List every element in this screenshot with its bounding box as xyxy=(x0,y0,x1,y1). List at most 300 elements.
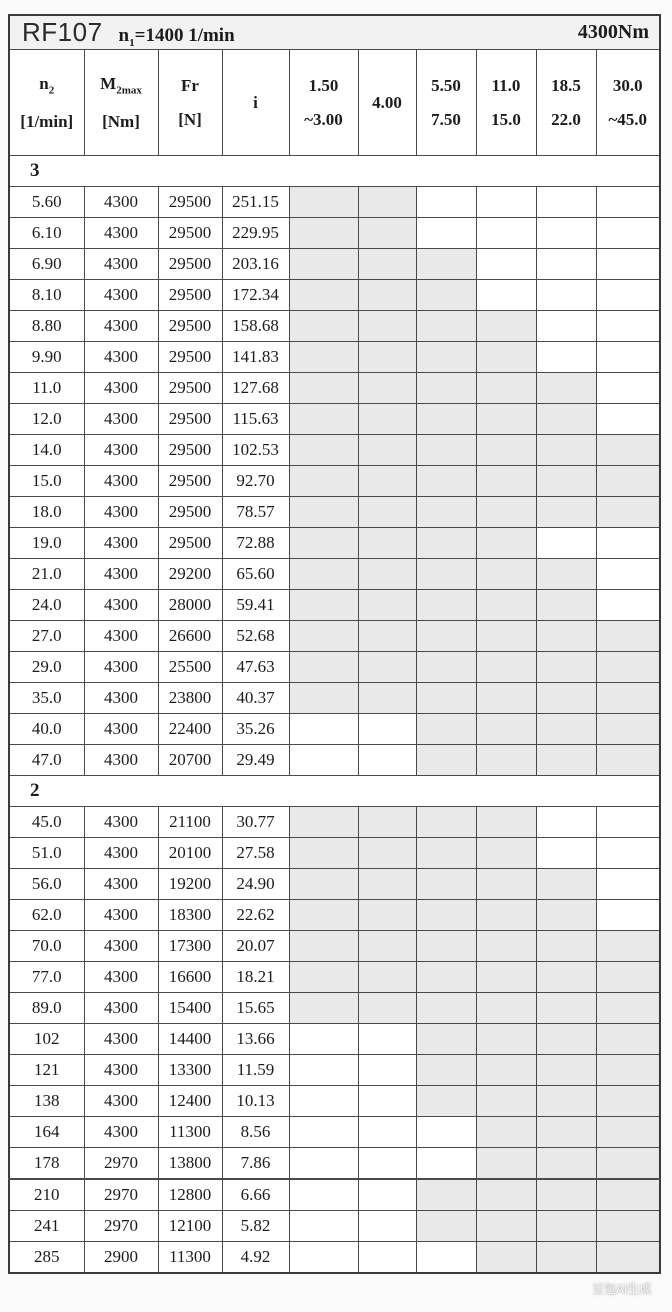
ratio-cell xyxy=(358,1211,416,1242)
cell-fr: 13300 xyxy=(158,1055,222,1086)
ratio-cell xyxy=(536,218,596,249)
ratio-cell xyxy=(536,807,596,838)
table-body xyxy=(9,156,660,1274)
ratio-cell-shaded xyxy=(358,559,416,590)
ratio-cell xyxy=(596,590,660,621)
cell-n2: 56.0 xyxy=(9,869,84,900)
ratio-cell-shaded xyxy=(358,900,416,931)
cell-n2: 29.0 xyxy=(9,652,84,683)
ratio-cell-shaded xyxy=(416,745,476,776)
ratio-cell-shaded xyxy=(476,621,536,652)
column-header-fr: Fr [N] xyxy=(158,50,222,156)
cell-fr: 12400 xyxy=(158,1086,222,1117)
column-header-n2: $n_2$ [1/min] xyxy=(9,50,84,156)
cell-n2: 21.0 xyxy=(9,559,84,590)
cell-m2max: 4300 xyxy=(84,993,158,1024)
ratio-cell-shaded xyxy=(596,652,660,683)
cell-fr: 29500 xyxy=(158,466,222,497)
column-header-ratio-5: 18.5 22.0 xyxy=(536,50,596,156)
cell-fr: 29500 xyxy=(158,311,222,342)
model-label: RF107 xyxy=(22,16,103,47)
ratio-cell-shaded xyxy=(536,1242,596,1274)
cell-fr: 11300 xyxy=(158,1117,222,1148)
ratio-cell-shaded xyxy=(358,993,416,1024)
ratio-cell-shaded xyxy=(536,559,596,590)
ratio-cell-shaded xyxy=(416,466,476,497)
ratio-cell-shaded xyxy=(358,590,416,621)
table-row xyxy=(9,342,660,373)
ratio-cell-shaded xyxy=(358,311,416,342)
table-row xyxy=(9,1148,660,1180)
ratio-cell-shaded xyxy=(289,435,358,466)
ratio-cell xyxy=(536,311,596,342)
ratio-cell-shaded xyxy=(536,1024,596,1055)
table-row xyxy=(9,1117,660,1148)
cell-n2: 27.0 xyxy=(9,621,84,652)
cell-i: 18.21 xyxy=(222,962,289,993)
ratio-cell xyxy=(289,714,358,745)
cell-fr: 21100 xyxy=(158,807,222,838)
ratio-cell-shaded xyxy=(416,1086,476,1117)
ratio-cell-shaded xyxy=(358,342,416,373)
ratio-cell-shaded xyxy=(289,621,358,652)
ratio-cell xyxy=(358,1117,416,1148)
cell-i: 52.68 xyxy=(222,621,289,652)
ratio-cell-shaded xyxy=(289,311,358,342)
cell-fr: 29500 xyxy=(158,218,222,249)
cell-fr: 25500 xyxy=(158,652,222,683)
ratio-cell-shaded xyxy=(536,683,596,714)
ratio-cell-shaded xyxy=(416,714,476,745)
ratio-cell-shaded xyxy=(289,838,358,869)
max-torque-label: 4300Nm xyxy=(577,21,649,43)
table-row xyxy=(9,621,660,652)
ratio-cell-shaded xyxy=(476,311,536,342)
table-row xyxy=(9,1211,660,1242)
cell-i: 30.77 xyxy=(222,807,289,838)
cell-m2max: 4300 xyxy=(84,652,158,683)
cell-fr: 29500 xyxy=(158,249,222,280)
cell-i: 4.92 xyxy=(222,1242,289,1274)
table-row xyxy=(9,745,660,776)
cell-n2: 11.0 xyxy=(9,373,84,404)
ratio-cell-shaded xyxy=(476,528,536,559)
table-row xyxy=(9,466,660,497)
cell-fr: 29200 xyxy=(158,559,222,590)
cell-i: 13.66 xyxy=(222,1024,289,1055)
ratio-cell-shaded xyxy=(416,1055,476,1086)
section-header-row xyxy=(9,776,660,807)
cell-n2: 51.0 xyxy=(9,838,84,869)
ratio-cell-shaded xyxy=(476,404,536,435)
spec-table xyxy=(8,14,661,1274)
cell-n2: 102 xyxy=(9,1024,84,1055)
ratio-cell-shaded xyxy=(416,652,476,683)
ratio-cell-shaded xyxy=(358,962,416,993)
ratio-cell-shaded xyxy=(596,621,660,652)
ratio-cell-shaded xyxy=(596,714,660,745)
column-header-ratio-6: 30.0 ~45.0 xyxy=(596,50,660,156)
cell-i: 47.63 xyxy=(222,652,289,683)
ratio-cell-shaded xyxy=(358,466,416,497)
ratio-cell-shaded xyxy=(476,745,536,776)
ratio-cell-shaded xyxy=(289,683,358,714)
table-row xyxy=(9,869,660,900)
ratio-cell-shaded xyxy=(416,683,476,714)
cell-m2max: 4300 xyxy=(84,962,158,993)
ratio-cell xyxy=(536,838,596,869)
cell-fr: 17300 xyxy=(158,931,222,962)
ratio-cell xyxy=(416,218,476,249)
ratio-cell-shaded xyxy=(416,931,476,962)
cell-m2max: 4300 xyxy=(84,745,158,776)
ratio-cell-shaded xyxy=(476,807,536,838)
ratio-cell-shaded xyxy=(476,1242,536,1274)
table-row xyxy=(9,1179,660,1211)
cell-i: 251.15 xyxy=(222,187,289,218)
ratio-cell xyxy=(289,1211,358,1242)
cell-n2: 35.0 xyxy=(9,683,84,714)
ratio-cell-shaded xyxy=(358,218,416,249)
ratio-cell-shaded xyxy=(358,497,416,528)
cell-m2max: 4300 xyxy=(84,683,158,714)
cell-fr: 29500 xyxy=(158,497,222,528)
ratio-cell-shaded xyxy=(358,652,416,683)
ratio-cell-shaded xyxy=(358,280,416,311)
cell-fr: 26600 xyxy=(158,621,222,652)
cell-m2max: 4300 xyxy=(84,931,158,962)
ratio-cell-shaded xyxy=(476,714,536,745)
ratio-cell-shaded xyxy=(536,714,596,745)
ratio-cell-shaded xyxy=(596,962,660,993)
cell-n2: 138 xyxy=(9,1086,84,1117)
ratio-cell xyxy=(596,342,660,373)
ratio-cell-shaded xyxy=(476,993,536,1024)
ratio-cell-shaded xyxy=(416,993,476,1024)
ratio-cell-shaded xyxy=(596,745,660,776)
ratio-cell-shaded xyxy=(476,838,536,869)
ratio-cell xyxy=(596,807,660,838)
ratio-cell-shaded xyxy=(416,807,476,838)
ratio-cell-shaded xyxy=(289,497,358,528)
column-header-ratio-1: 1.50 ~3.00 xyxy=(289,50,358,156)
ratio-cell-shaded xyxy=(476,962,536,993)
cell-n2: 14.0 xyxy=(9,435,84,466)
ai-watermark: 豆包AI生成 xyxy=(592,1282,652,1296)
cell-m2max: 2970 xyxy=(84,1211,158,1242)
ratio-cell-shaded xyxy=(536,590,596,621)
cell-n2: 12.0 xyxy=(9,404,84,435)
ratio-cell-shaded xyxy=(476,931,536,962)
cell-m2max: 4300 xyxy=(84,187,158,218)
table-row xyxy=(9,497,660,528)
cell-fr: 28000 xyxy=(158,590,222,621)
cell-i: 141.83 xyxy=(222,342,289,373)
ratio-cell-shaded xyxy=(416,559,476,590)
ratio-cell-shaded xyxy=(476,559,536,590)
ratio-cell xyxy=(596,838,660,869)
ratio-cell-shaded xyxy=(476,1179,536,1211)
ratio-cell xyxy=(289,1024,358,1055)
ratio-cell-shaded xyxy=(416,621,476,652)
cell-i: 59.41 xyxy=(222,590,289,621)
cell-m2max: 4300 xyxy=(84,466,158,497)
ratio-cell-shaded xyxy=(536,435,596,466)
section-header-row xyxy=(9,156,660,187)
cell-n2: 62.0 xyxy=(9,900,84,931)
ratio-cell-shaded xyxy=(289,342,358,373)
ratio-cell xyxy=(358,1242,416,1274)
column-header-row xyxy=(9,50,660,156)
table-row xyxy=(9,931,660,962)
ratio-cell-shaded xyxy=(416,869,476,900)
cell-i: 15.65 xyxy=(222,993,289,1024)
ratio-cell-shaded xyxy=(416,342,476,373)
ratio-cell-shaded xyxy=(416,373,476,404)
cell-i: 229.95 xyxy=(222,218,289,249)
ratio-cell-shaded xyxy=(596,1148,660,1180)
cell-n2: 8.10 xyxy=(9,280,84,311)
cell-i: 7.86 xyxy=(222,1148,289,1180)
ratio-cell-shaded xyxy=(596,1179,660,1211)
cell-m2max: 4300 xyxy=(84,807,158,838)
ratio-cell xyxy=(476,218,536,249)
table-row xyxy=(9,373,660,404)
table-row xyxy=(9,187,660,218)
ratio-cell xyxy=(596,559,660,590)
ratio-cell xyxy=(596,187,660,218)
ratio-cell-shaded xyxy=(476,590,536,621)
ratio-cell xyxy=(289,745,358,776)
ratio-cell-shaded xyxy=(358,869,416,900)
spec-table-wrap xyxy=(8,14,661,1274)
ratio-cell xyxy=(358,745,416,776)
cell-m2max: 2970 xyxy=(84,1179,158,1211)
ratio-cell-shaded xyxy=(476,342,536,373)
cell-fr: 19200 xyxy=(158,869,222,900)
ratio-cell xyxy=(358,1024,416,1055)
ratio-cell xyxy=(358,1179,416,1211)
ratio-cell-shaded xyxy=(358,373,416,404)
ratio-cell-shaded xyxy=(536,652,596,683)
cell-i: 35.26 xyxy=(222,714,289,745)
cell-m2max: 4300 xyxy=(84,1024,158,1055)
cell-n2: 40.0 xyxy=(9,714,84,745)
ratio-cell-shaded xyxy=(596,1055,660,1086)
ratio-cell xyxy=(289,1242,358,1274)
cell-n2: 121 xyxy=(9,1055,84,1086)
cell-i: 72.88 xyxy=(222,528,289,559)
cell-i: 65.60 xyxy=(222,559,289,590)
ratio-cell-shaded xyxy=(289,652,358,683)
ratio-cell xyxy=(358,1148,416,1180)
ratio-cell-shaded xyxy=(416,311,476,342)
cell-m2max: 4300 xyxy=(84,559,158,590)
cell-i: 5.82 xyxy=(222,1211,289,1242)
ratio-cell xyxy=(289,1148,358,1180)
cell-n2: 164 xyxy=(9,1117,84,1148)
cell-i: 158.68 xyxy=(222,311,289,342)
cell-m2max: 4300 xyxy=(84,1055,158,1086)
cell-fr: 29500 xyxy=(158,342,222,373)
table-row xyxy=(9,1242,660,1274)
cell-i: 22.62 xyxy=(222,900,289,931)
ratio-cell-shaded xyxy=(289,528,358,559)
cell-i: 29.49 xyxy=(222,745,289,776)
ratio-cell-shaded xyxy=(536,900,596,931)
ratio-cell-shaded xyxy=(596,931,660,962)
ratio-cell-shaded xyxy=(476,869,536,900)
cell-i: 203.16 xyxy=(222,249,289,280)
ratio-cell-shaded xyxy=(476,1024,536,1055)
cell-m2max: 4300 xyxy=(84,590,158,621)
table-row xyxy=(9,807,660,838)
ratio-cell-shaded xyxy=(476,1211,536,1242)
cell-n2: 77.0 xyxy=(9,962,84,993)
cell-m2max: 4300 xyxy=(84,218,158,249)
cell-m2max: 4300 xyxy=(84,435,158,466)
cell-m2max: 4300 xyxy=(84,838,158,869)
ratio-cell-shaded xyxy=(536,373,596,404)
ratio-cell xyxy=(596,311,660,342)
ratio-cell xyxy=(536,342,596,373)
cell-fr: 29500 xyxy=(158,528,222,559)
ratio-cell-shaded xyxy=(596,1211,660,1242)
cell-i: 27.58 xyxy=(222,838,289,869)
cell-i: 8.56 xyxy=(222,1117,289,1148)
ratio-cell xyxy=(289,1086,358,1117)
cell-m2max: 4300 xyxy=(84,280,158,311)
ratio-cell-shaded xyxy=(416,435,476,466)
ratio-cell-shaded xyxy=(596,993,660,1024)
cell-m2max: 4300 xyxy=(84,621,158,652)
cell-i: 127.68 xyxy=(222,373,289,404)
cell-i: 78.57 xyxy=(222,497,289,528)
table-row xyxy=(9,218,660,249)
ratio-cell xyxy=(476,280,536,311)
ratio-cell-shaded xyxy=(416,249,476,280)
cell-n2: 47.0 xyxy=(9,745,84,776)
cell-fr: 29500 xyxy=(158,280,222,311)
ratio-cell-shaded xyxy=(536,621,596,652)
ratio-cell-shaded xyxy=(358,931,416,962)
column-header-ratio-4: 11.0 15.0 xyxy=(476,50,536,156)
ratio-cell-shaded xyxy=(596,497,660,528)
ratio-cell-shaded xyxy=(476,1148,536,1180)
ratio-cell-shaded xyxy=(476,373,536,404)
ratio-cell xyxy=(596,869,660,900)
ratio-cell xyxy=(416,1242,476,1274)
ratio-cell-shaded xyxy=(358,404,416,435)
cell-n2: 210 xyxy=(9,1179,84,1211)
table-row xyxy=(9,1055,660,1086)
cell-n2: 6.90 xyxy=(9,249,84,280)
cell-fr: 18300 xyxy=(158,900,222,931)
cell-m2max: 4300 xyxy=(84,497,158,528)
column-header-ratio-2: 4.00 xyxy=(358,50,416,156)
table-row xyxy=(9,311,660,342)
ratio-cell-shaded xyxy=(536,931,596,962)
cell-i: 11.59 xyxy=(222,1055,289,1086)
cell-fr: 29500 xyxy=(158,435,222,466)
cell-i: 10.13 xyxy=(222,1086,289,1117)
table-row xyxy=(9,404,660,435)
ratio-cell-shaded xyxy=(476,683,536,714)
table-row xyxy=(9,652,660,683)
column-header-i: i xyxy=(222,50,289,156)
ratio-cell-shaded xyxy=(358,528,416,559)
ratio-cell-shaded xyxy=(596,1086,660,1117)
table-row xyxy=(9,249,660,280)
cell-m2max: 4300 xyxy=(84,1117,158,1148)
cell-m2max: 4300 xyxy=(84,404,158,435)
ratio-cell xyxy=(596,249,660,280)
ratio-cell-shaded xyxy=(416,838,476,869)
cell-fr: 15400 xyxy=(158,993,222,1024)
cell-n2: 178 xyxy=(9,1148,84,1180)
cell-fr: 12800 xyxy=(158,1179,222,1211)
table-row xyxy=(9,714,660,745)
ratio-cell xyxy=(536,249,596,280)
ratio-cell-shaded xyxy=(476,497,536,528)
ratio-cell-shaded xyxy=(416,1024,476,1055)
ratio-cell-shaded xyxy=(476,1117,536,1148)
cell-n2: 24.0 xyxy=(9,590,84,621)
ratio-cell-shaded xyxy=(358,249,416,280)
cell-fr: 29500 xyxy=(158,187,222,218)
cell-n2: 15.0 xyxy=(9,466,84,497)
ratio-cell xyxy=(358,1086,416,1117)
cell-fr: 20100 xyxy=(158,838,222,869)
ratio-cell xyxy=(596,280,660,311)
cell-m2max: 4300 xyxy=(84,342,158,373)
column-header-m2max: $M_{2max}$ [Nm] xyxy=(84,50,158,156)
cell-fr: 29500 xyxy=(158,373,222,404)
ratio-cell-shaded xyxy=(476,1086,536,1117)
ratio-cell-shaded xyxy=(289,962,358,993)
cell-n2: 241 xyxy=(9,1211,84,1242)
cell-n2: 19.0 xyxy=(9,528,84,559)
ratio-cell-shaded xyxy=(416,280,476,311)
ratio-cell-shaded xyxy=(536,1055,596,1086)
ratio-cell-shaded xyxy=(289,559,358,590)
ratio-cell-shaded xyxy=(416,1211,476,1242)
ratio-cell-shaded xyxy=(358,435,416,466)
ratio-cell-shaded xyxy=(476,1055,536,1086)
ratio-cell xyxy=(289,1179,358,1211)
ratio-cell-shaded xyxy=(358,807,416,838)
cell-fr: 29500 xyxy=(158,404,222,435)
ratio-cell-shaded xyxy=(536,1211,596,1242)
cell-n2: 45.0 xyxy=(9,807,84,838)
cell-m2max: 4300 xyxy=(84,900,158,931)
ratio-cell xyxy=(289,1055,358,1086)
cell-m2max: 4300 xyxy=(84,249,158,280)
cell-m2max: 4300 xyxy=(84,1086,158,1117)
ratio-cell-shaded xyxy=(596,683,660,714)
ratio-cell-shaded xyxy=(476,466,536,497)
ratio-cell-shaded xyxy=(476,652,536,683)
table-row xyxy=(9,962,660,993)
ratio-cell-shaded xyxy=(289,807,358,838)
section-label: 2 xyxy=(9,776,660,807)
ratio-cell-shaded xyxy=(289,187,358,218)
cell-m2max: 4300 xyxy=(84,714,158,745)
ratio-cell-shaded xyxy=(536,1086,596,1117)
cell-m2max: 4300 xyxy=(84,869,158,900)
input-speed-label: $n_1=1400$ 1/min xyxy=(118,24,235,49)
ratio-cell-shaded xyxy=(536,745,596,776)
